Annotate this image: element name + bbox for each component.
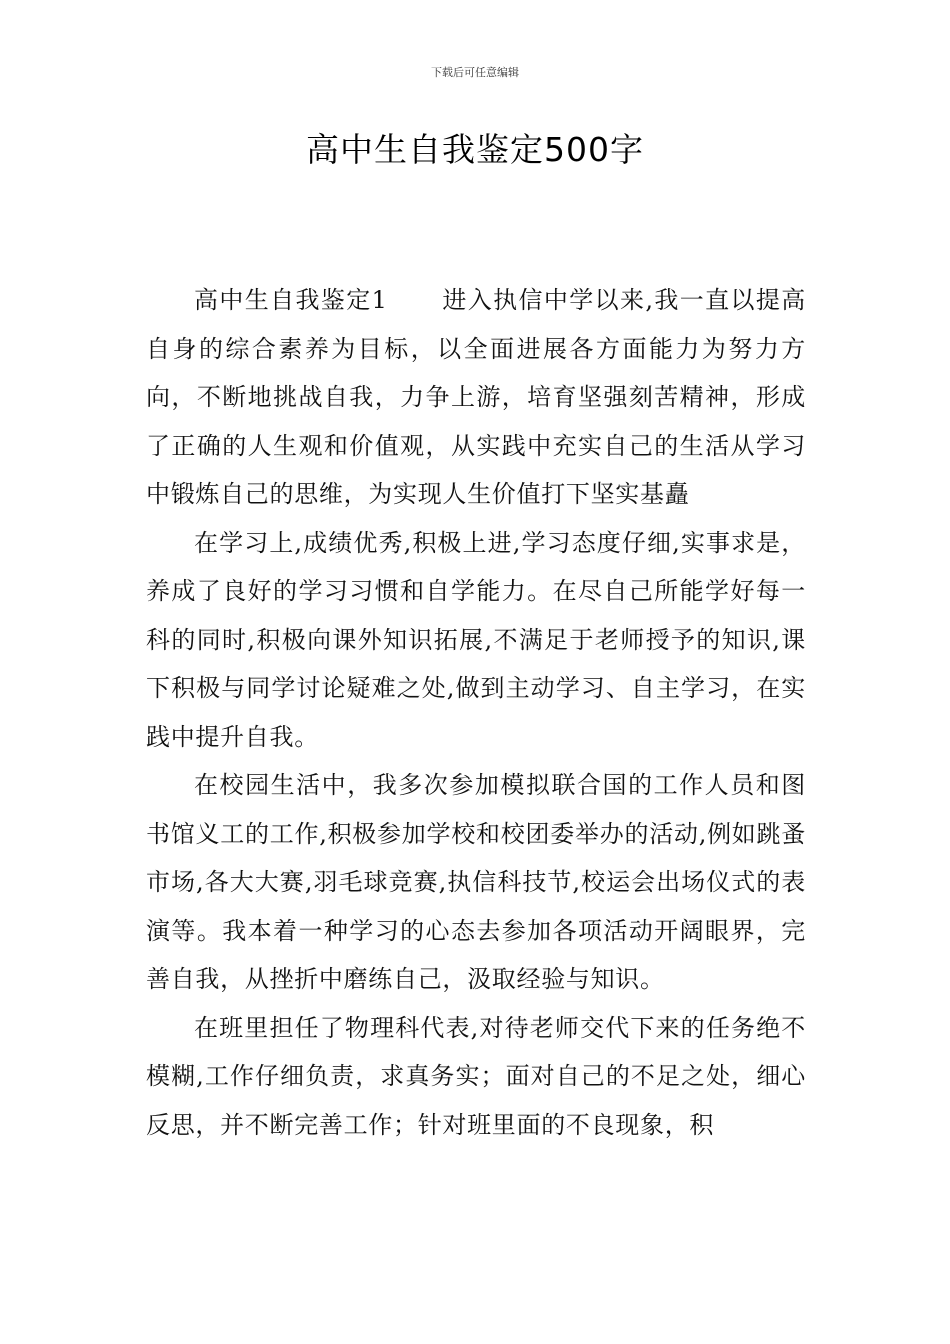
paragraph-1-lead: 高中生自我鉴定1	[194, 286, 388, 314]
header-note: 下载后可任意编辑	[431, 66, 519, 79]
document-body	[146, 276, 806, 1149]
paragraph-3: 在校园生活中，我多次参加模拟联合国的工作人员和图书馆义工的工作,积极参加学校和校团委举办的活动,例如跳蚤市场,各大大赛,羽毛球竞赛,执信科技节,校运会出场仪式的表演等。我本着一种学习的心态去参加各项活动开阔眼界，完善自我，从挫折中磨练自己，汲取经验与知识。	[146, 771, 806, 993]
paragraph-2: 在学习上,成绩优秀,积极上进,学习态度仔细,实事求是，养成了良好的学习习惯和自学能力。在尽自己所能学好每一科的同时,积极向课外知识拓展,不满足于老师授予的知识,课下积极与同学讨论疑难之处,做到主动学习、自主学习，在实践中提升自我。	[146, 528, 806, 751]
paragraph-1	[146, 276, 806, 519]
page-title: 高中生自我鉴定500字	[306, 130, 644, 169]
paragraph-1-text: 进入执信中学以来,我一直以提高自身的综合素养为目标，以全面进展各方面能力为努力方向，不断地挑战自我，力争上游，培育坚强刻苦精神，形成了正确的人生观和价值观，从实践中充实自己的生活从学习中锻炼自己的思维，为实现人生价值打下坚实基矗	[146, 286, 806, 508]
paragraph-4: 在班里担任了物理科代表,对待老师交代下来的任务绝不模糊,工作仔细负责，求真务实；面对自己的不足之处，细心反思，并不断完善工作；针对班里面的不良现象，积	[146, 1013, 806, 1139]
